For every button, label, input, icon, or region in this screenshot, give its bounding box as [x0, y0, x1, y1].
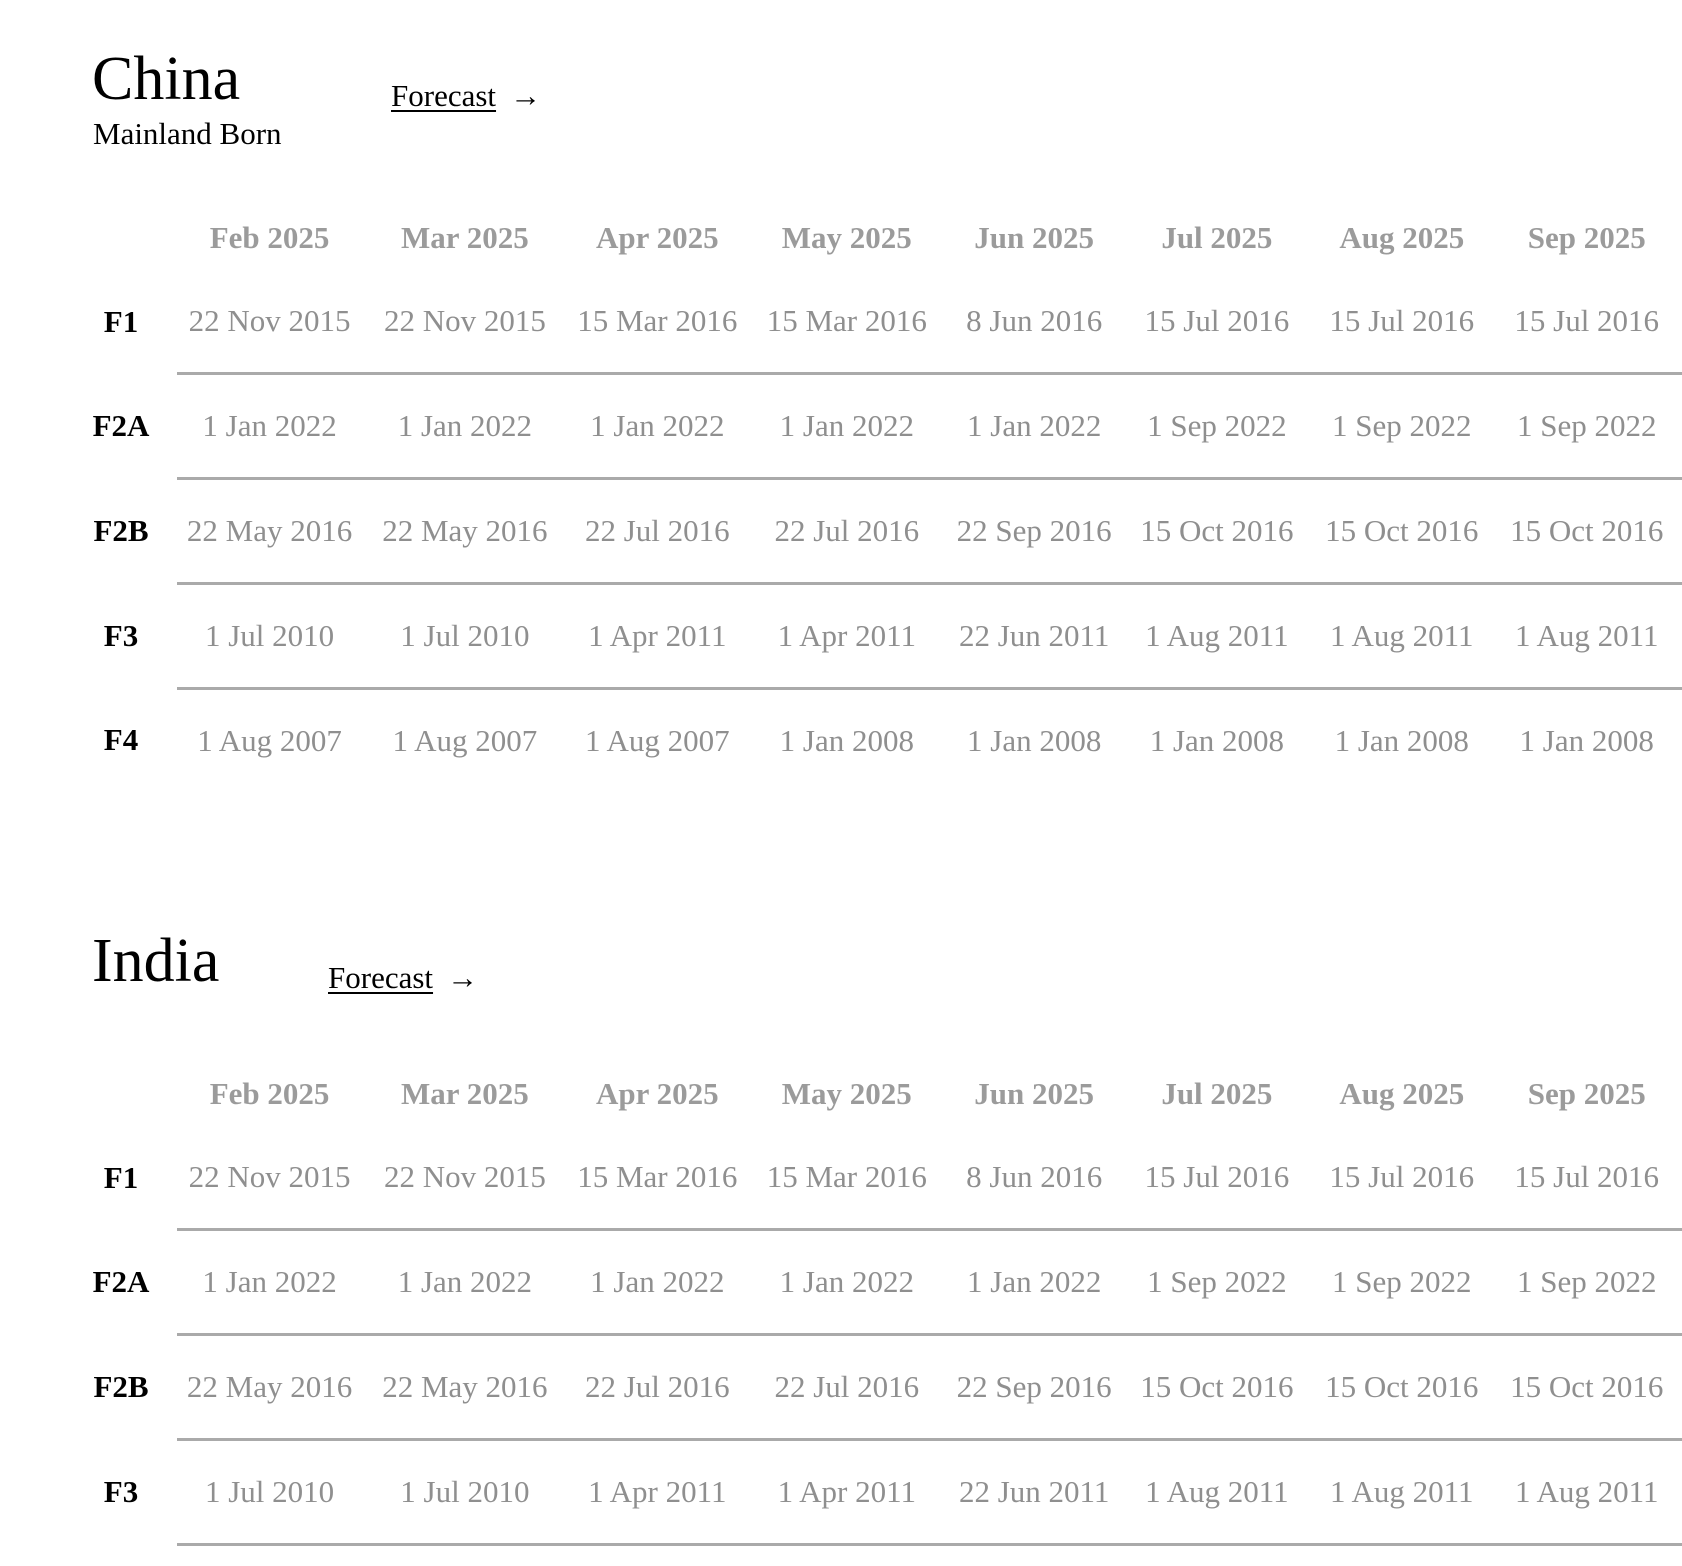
priority-date-cell: 22 Nov 2015 — [188, 303, 351, 338]
priority-date-cell: 1 Jan 2022 — [747, 1230, 947, 1335]
category-label — [92, 689, 177, 793]
priority-date-cell: 8 Jun 2016 — [966, 1159, 1103, 1194]
priority-date-cell: 15 Mar 2016 — [577, 1159, 738, 1194]
priority-date-cell: 15 Jul 2016 — [1329, 303, 1475, 338]
priority-date-cell: 1 Aug 2007 — [568, 689, 747, 793]
month-header: Aug 2025 — [1339, 1076, 1465, 1111]
priority-date-cell: 1 Jan 2008 — [747, 689, 947, 793]
priority-date-cell: 22 Nov 2015 — [383, 1159, 546, 1194]
priority-date-cell: 1 Jan 2022 — [947, 1230, 1122, 1335]
forecast-link[interactable] — [391, 76, 541, 116]
month-header: Mar 2025 — [401, 1076, 529, 1111]
priority-date-cell: 1 Jan 2008 — [1122, 689, 1312, 793]
month-header: Apr 2025 — [596, 1076, 719, 1111]
priority-date-cell: 1 Jan 2008 — [1491, 689, 1682, 793]
category-row — [92, 584, 1682, 689]
priority-date-cell: 1 Apr 2011 — [568, 1440, 747, 1545]
category-label — [92, 479, 177, 584]
month-header-row — [92, 206, 1682, 270]
month-header: Sep 2025 — [1527, 220, 1646, 255]
month-header: Jul 2025 — [1161, 1076, 1273, 1111]
month-header: May 2025 — [781, 1076, 912, 1111]
month-header: May 2025 — [781, 220, 912, 255]
priority-date-cell: 15 Jul 2016 — [1144, 1159, 1290, 1194]
china-bulletin-table — [92, 206, 1682, 792]
forecast-link-label: Forecast — [391, 78, 497, 113]
priority-date-cell: 1 Sep 2022 — [1312, 374, 1491, 479]
india-bulletin-table — [92, 1062, 1682, 1546]
priority-date-cell: 1 Jan 2022 — [947, 374, 1122, 479]
category-label-text: F1 — [103, 303, 139, 339]
priority-date-cell: 22 Nov 2015 — [383, 303, 546, 338]
section-title: India — [92, 927, 220, 995]
priority-date-cell: 1 Aug 2011 — [1312, 1440, 1491, 1545]
priority-date-cell: 1 Jan 2022 — [568, 374, 747, 479]
month-header-row — [92, 1062, 1682, 1126]
category-label — [92, 374, 177, 479]
priority-date-cell: 15 Oct 2016 — [1122, 479, 1312, 584]
priority-date-cell: 22 Nov 2015 — [188, 1159, 351, 1194]
forecast-link[interactable] — [328, 958, 478, 998]
month-header: Feb 2025 — [209, 1076, 330, 1111]
priority-date-cell: 1 Aug 2011 — [1312, 584, 1491, 689]
india-section — [92, 922, 1682, 1509]
category-label-text: F2A — [92, 408, 150, 443]
priority-date-cell: 15 Mar 2016 — [766, 303, 927, 338]
category-label — [92, 270, 177, 374]
category-row — [92, 1230, 1682, 1335]
corner-cell — [92, 1062, 177, 1126]
priority-date-cell: 22 Jul 2016 — [568, 1335, 747, 1440]
arrow-right-icon: → — [510, 78, 542, 113]
priority-date-cell: 22 Sep 2016 — [947, 1335, 1122, 1440]
priority-date-cell: 1 Sep 2022 — [1491, 1230, 1682, 1335]
month-header: Mar 2025 — [401, 220, 529, 255]
priority-date-cell: 1 Apr 2011 — [568, 584, 747, 689]
priority-date-cell: 1 Aug 2011 — [1491, 584, 1682, 689]
priority-date-cell: 22 May 2016 — [362, 479, 568, 584]
priority-date-cell: 22 Jul 2016 — [747, 1335, 947, 1440]
priority-date-cell: 1 Jan 2008 — [1312, 689, 1491, 793]
priority-date-cell: 15 Jul 2016 — [1329, 1159, 1475, 1194]
priority-date-cell: 8 Jun 2016 — [966, 303, 1103, 338]
category-label-text: F3 — [103, 1474, 139, 1509]
category-label-text: F2B — [93, 513, 149, 548]
priority-date-cell: 22 Jun 2011 — [947, 584, 1122, 689]
priority-date-cell: 22 Jun 2011 — [947, 1440, 1122, 1545]
category-row — [92, 479, 1682, 584]
priority-date-cell: 1 Apr 2011 — [747, 584, 947, 689]
arrow-right-icon: → — [447, 960, 479, 995]
india-header — [92, 922, 1682, 1018]
month-header: Jul 2025 — [1161, 220, 1273, 255]
priority-date-cell: 15 Oct 2016 — [1122, 1335, 1312, 1440]
priority-date-cell: 22 Jul 2016 — [747, 479, 947, 584]
category-label — [92, 1335, 177, 1440]
priority-date-cell: 1 Aug 2011 — [1491, 1440, 1682, 1545]
section-subtitle: Mainland Born — [93, 116, 282, 151]
category-row — [92, 1126, 1682, 1230]
category-label-text: F1 — [103, 1159, 139, 1195]
month-header: Feb 2025 — [209, 220, 330, 255]
priority-date-cell: 15 Mar 2016 — [766, 1159, 927, 1194]
priority-date-cell: 1 Jan 2022 — [177, 1230, 362, 1335]
priority-date-cell: 1 Jan 2022 — [747, 374, 947, 479]
category-label-text: F2B — [93, 1369, 149, 1404]
priority-date-cell: 1 Jan 2008 — [947, 689, 1122, 793]
month-header: Sep 2025 — [1527, 1076, 1646, 1111]
category-label-text: F2A — [92, 1264, 150, 1299]
category-label — [92, 1126, 177, 1230]
priority-date-cell: 15 Mar 2016 — [577, 303, 738, 338]
section-title: China — [92, 45, 241, 113]
priority-date-cell: 22 Sep 2016 — [947, 479, 1122, 584]
priority-date-cell: 1 Aug 2011 — [1122, 584, 1312, 689]
priority-date-cell: 1 Jan 2022 — [362, 1230, 568, 1335]
priority-date-cell: 15 Jul 2016 — [1514, 303, 1660, 338]
category-row — [92, 374, 1682, 479]
priority-date-cell: 1 Aug 2011 — [1122, 1440, 1312, 1545]
priority-date-cell: 1 Jan 2022 — [362, 374, 568, 479]
priority-date-cell: 1 Jul 2010 — [177, 584, 362, 689]
category-label-text: F3 — [103, 618, 139, 653]
priority-date-cell: 22 May 2016 — [177, 479, 362, 584]
category-label — [92, 1440, 177, 1545]
priority-date-cell: 1 Jul 2010 — [177, 1440, 362, 1545]
priority-date-cell: 1 Sep 2022 — [1122, 374, 1312, 479]
category-label — [92, 584, 177, 689]
priority-date-cell: 1 Jul 2010 — [362, 1440, 568, 1545]
china-section — [92, 40, 1682, 758]
priority-date-cell: 1 Sep 2022 — [1491, 374, 1682, 479]
priority-date-cell: 1 Jan 2022 — [568, 1230, 747, 1335]
month-header: Jun 2025 — [974, 1076, 1095, 1111]
priority-date-cell: 1 Aug 2007 — [362, 689, 568, 793]
priority-date-cell: 1 Jan 2022 — [177, 374, 362, 479]
priority-date-cell: 15 Jul 2016 — [1144, 303, 1290, 338]
priority-date-cell: 22 May 2016 — [362, 1335, 568, 1440]
priority-date-cell: 1 Jul 2010 — [362, 584, 568, 689]
forecast-link-label: Forecast — [328, 960, 434, 995]
priority-date-cell: 15 Oct 2016 — [1312, 1335, 1491, 1440]
month-header: Apr 2025 — [596, 220, 719, 255]
priority-date-cell: 1 Apr 2011 — [747, 1440, 947, 1545]
category-row — [92, 1440, 1682, 1545]
priority-date-cell: 15 Jul 2016 — [1514, 1159, 1660, 1194]
priority-date-cell: 1 Sep 2022 — [1312, 1230, 1491, 1335]
category-row — [92, 1335, 1682, 1440]
corner-cell — [92, 206, 177, 270]
priority-date-cell: 22 Jul 2016 — [568, 479, 747, 584]
priority-date-cell: 1 Aug 2007 — [177, 689, 362, 793]
category-row — [92, 270, 1682, 374]
priority-date-cell: 1 Sep 2022 — [1122, 1230, 1312, 1335]
china-header — [92, 40, 1682, 150]
category-label — [92, 1230, 177, 1335]
priority-date-cell: 22 May 2016 — [177, 1335, 362, 1440]
category-label-text: F4 — [103, 722, 139, 758]
month-header: Jun 2025 — [974, 220, 1095, 255]
priority-date-cell: 15 Oct 2016 — [1491, 1335, 1682, 1440]
category-row — [92, 689, 1682, 793]
month-header: Aug 2025 — [1339, 220, 1465, 255]
priority-date-cell: 15 Oct 2016 — [1491, 479, 1682, 584]
priority-date-cell: 15 Oct 2016 — [1312, 479, 1491, 584]
